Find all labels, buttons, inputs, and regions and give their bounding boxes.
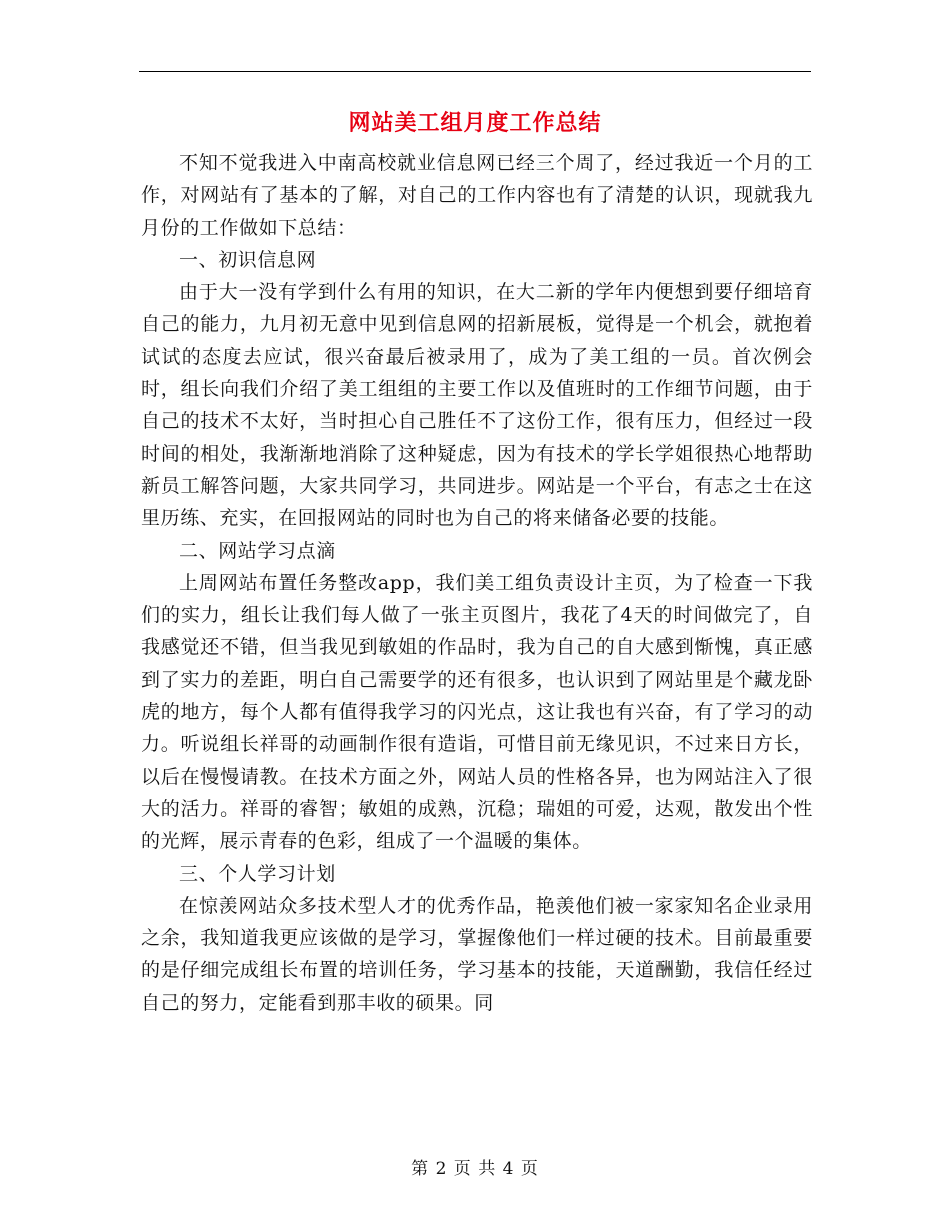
header-rule <box>139 71 811 72</box>
section-heading-2: 二、网站学习点滴 <box>179 539 336 562</box>
section-heading-3: 三、个人学习计划 <box>179 862 336 885</box>
page-number-label: 第 2 页 共 4 页 <box>411 1159 539 1179</box>
paragraph-section-1: 由于大一没有学到什么有用的知识，在大二新的学年内便想到要仔细培育自己的能力，九月初无意中见到信息网的招新展板，觉得是一个机会，就抱着试试的态度去应试，很兴奋最后被录用了，成为了美工组的一员。首次例会时，组长向我们介绍了美工组组的主要工作以及值班时的工作细节问题，由于自己的技术不太好，当时担心自己胜任不了这份工作，很有压力，但经过一段时间的相处，我渐渐地消除了这种疑虑，因为有技术的学长学姐很热心地帮助新员工解答问题，大家共同学习，共同进步。网站是一个平台，有志之士在这里历练、充实，在回报网站的同时也为自己的将来储备必要的技能。 <box>141 281 813 530</box>
paragraph-section-3: 在惊羡网站众多技术型人才的优秀作品，艳羡他们被一家家知名企业录用之余，我知道我更应该做的是学习，掌握像他们一样过硬的技术。目前最重要的是仔细完成组长布置的培训任务，学习基本的技能，天道酬勤，我信任经过自己的努力，定能看到那丰收的硕果。同 <box>141 894 813 1014</box>
paragraph-intro: 不知不觉我进入中南高校就业信息网已经三个周了，经过我近一个月的工作，对网站有了基本的了解，对自己的工作内容也有了清楚的认识，现就我九月份的工作做如下总结： <box>141 152 813 239</box>
paragraph-section-2: 上周网站布置任务整改app，我们美工组负责设计主页，为了检查一下我们的实力，组长让我们每人做了一张主页图片，我花了4天的时间做完了，自我感觉还不错，但当我见到敏姐的作品时，我为自己的自大感到惭愧，真正感到了实力的差距，明白自己需要学的还有很多，也认识到了网站里是个藏龙卧虎的地方，每个人都有值得我学习的闪光点，这让我也有兴奋，有了学习的动力。听说组长祥哥的动画制作很有造诣，可惜目前无缘见识，不过来日方长，以后在慢慢请教。在技术方面之外，网站人员的性格各异，也为网站注入了很大的活力。祥哥的睿智；敏姐的成熟，沉稳；瑞姐的可爱，达观，散发出个性的光辉，展示青春的色彩，组成了一个温暖的集体。 <box>141 571 813 853</box>
document-body <box>141 147 813 1019</box>
section-heading-1: 一、初识信息网 <box>179 248 317 271</box>
document-title: 网站美工组月度工作总结 <box>348 110 602 136</box>
page-footer <box>0 1154 950 1179</box>
